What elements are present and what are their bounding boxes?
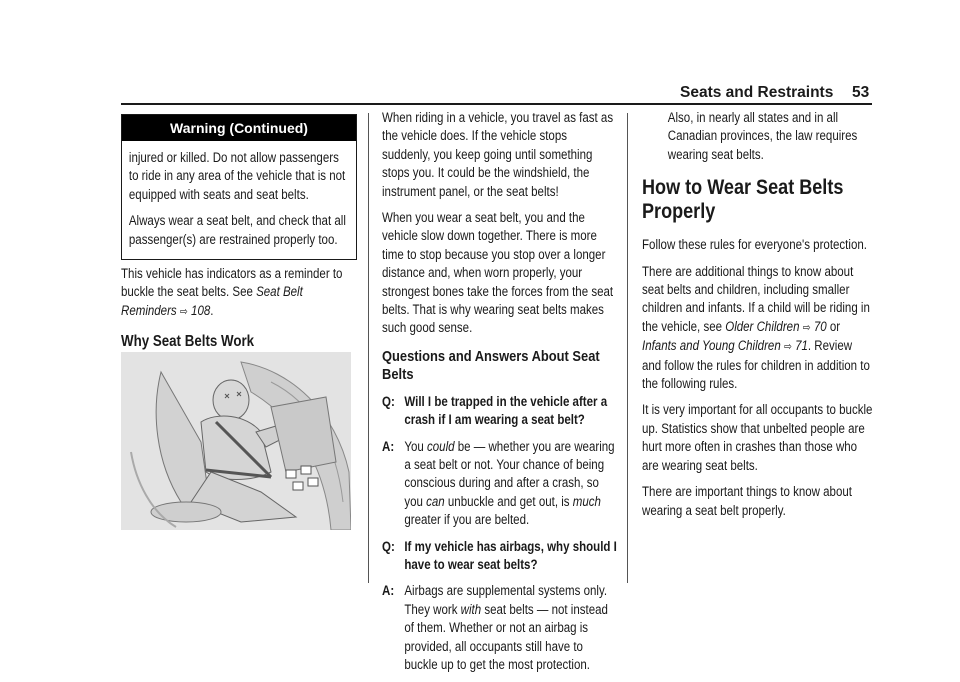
paragraph: There are additional things to know about seat belts and children, including smaller children and infants. If a child will be riding in the vehicle, see Older Children ⇨ 70 or Infants and Young Children ⇨ 71. Review and follow the rules for children in addition to the following rules. bbox=[642, 263, 870, 392]
page-reference-arrow-icon: ⇨ bbox=[179, 305, 188, 318]
page-reference-arrow-icon: ⇨ bbox=[802, 321, 811, 334]
warning-paragraph: Always wear a seat belt, and check that all passenger(s) are restrained properly too. bbox=[128, 213, 346, 247]
infants-and-young-children-link[interactable]: Infants and Young Children ⇨ 71 bbox=[642, 338, 808, 354]
answer-label: A: bbox=[382, 438, 395, 454]
continued-answer-text: Also, in nearly all states and in all Canadian provinces, the law requires wearing seat belts. bbox=[667, 110, 858, 162]
question-text: If my vehicle has airbags, why should I have to wear seat belts? bbox=[404, 538, 617, 572]
older-children-link[interactable]: Older Children ⇨ 70 bbox=[725, 318, 827, 334]
section-heading-how-to-wear-seat-belts: How to Wear Seat Belts Properly bbox=[642, 176, 844, 224]
warning-paragraph: injured or killed. Do not allow passengers to ride in any area of the vehicle that is not equipped with seats and seat belts. bbox=[128, 150, 346, 202]
warning-body bbox=[122, 141, 357, 249]
header-rule bbox=[121, 103, 872, 105]
page-number: 53 bbox=[852, 84, 870, 101]
paragraph: When riding in a vehicle, you travel as fast as the vehicle does. If the vehicle stops suddenly, you keep going until something stops you. It could be the windshield, the instrument panel, or the seat belts! bbox=[382, 110, 614, 199]
question-2 bbox=[382, 538, 618, 575]
paragraph: When you wear a seat belt, you and the vehicle slow down together. There is more time to stop because you stop over a longer distance and, when worn properly, your strongest bones take the forces from the seat belts. That is why wearing seat belts makes such good sense. bbox=[382, 210, 614, 336]
crash-test-dummy-illustration bbox=[121, 352, 351, 530]
subheading-questions-and-answers: Questions and Answers About Seat Belts bbox=[382, 347, 600, 384]
column-divider-2 bbox=[627, 113, 628, 583]
answer-2 bbox=[382, 582, 618, 674]
paragraph: It is very important for all occupants to buckle up. Statistics show that unbelted people are hurt more often in crashes than those who are wearing seat belts. bbox=[642, 402, 873, 473]
answer-text: Airbags are supplemental systems only. They work with seat belts — not instead of them. Whether or not an airbag is provided, all occupants still have to buckle up to get the most protection. bbox=[404, 583, 608, 672]
question-text: Will I be trapped in the vehicle after a crash if I am wearing a seat belt? bbox=[404, 393, 608, 428]
question-label: Q: bbox=[382, 393, 395, 409]
paragraph: There are important things to know about wearing a seat belt properly. bbox=[642, 484, 852, 518]
page-reference-arrow-icon: ⇨ bbox=[783, 341, 792, 354]
column-divider-1 bbox=[368, 113, 369, 583]
running-header-title: Seats and Restraints bbox=[680, 84, 834, 101]
column-3-text bbox=[642, 109, 872, 528]
column-1-text bbox=[121, 265, 355, 362]
warning-box bbox=[121, 114, 357, 260]
question-label: Q: bbox=[382, 538, 395, 554]
answer-1 bbox=[382, 438, 618, 530]
section-heading-why-seat-belts-work: Why Seat Belts Work bbox=[121, 333, 255, 351]
column-2-text bbox=[382, 109, 618, 682]
warning-heading: Warning (Continued) bbox=[122, 115, 356, 141]
answer-label: A: bbox=[382, 583, 395, 599]
question-1 bbox=[382, 393, 618, 430]
paragraph: Follow these rules for everyone's protection. bbox=[642, 237, 867, 253]
intro-paragraph: This vehicle has indicators as a reminder to buckle the seat belts. See Seat Belt Reminders ⇨ 108. bbox=[121, 266, 343, 318]
seat-belt-reminders-link[interactable]: Seat Belt Reminders ⇨ 108 bbox=[121, 284, 303, 318]
answer-text: You could be — whether you are wearing a seat belt or not. Your chance of being conscious during and after a crash, so you can unbuckle and get out, is much greater if you are belted. bbox=[404, 438, 615, 528]
